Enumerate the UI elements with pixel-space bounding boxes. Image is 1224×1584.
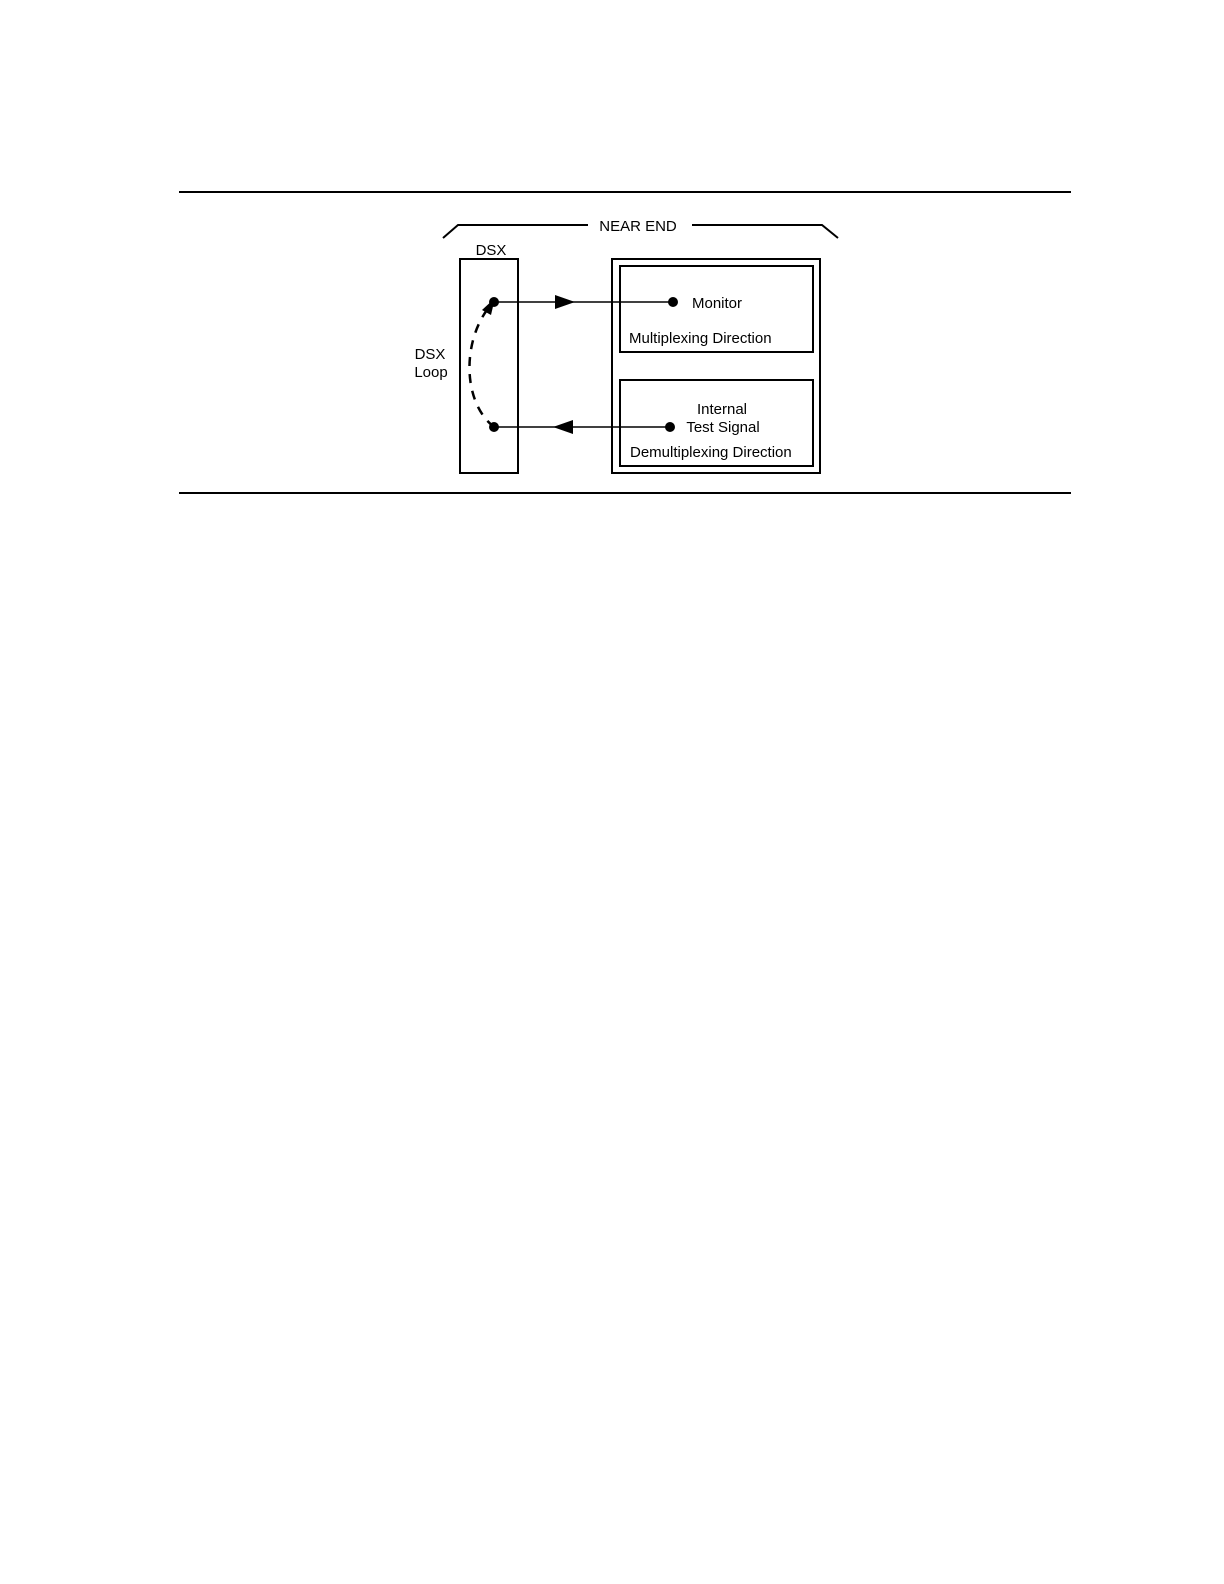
dsx-loop-dashed-arc (469, 306, 494, 427)
dsx-loop-label-line2: Loop (414, 364, 448, 381)
near-end-label: NEAR END (599, 218, 677, 235)
test-signal-arrowhead (553, 420, 573, 434)
dsx-loop-label-line1: DSX (414, 346, 446, 363)
dsx-box (460, 259, 518, 473)
internal-test-signal-line2: Test Signal (686, 419, 760, 436)
monitor-label: Monitor (692, 295, 743, 312)
internal-test-signal-line1: Internal (696, 401, 748, 418)
demultiplexing-direction-label: Demultiplexing Direction (630, 444, 792, 461)
equipment-outer-box (612, 259, 820, 473)
multiplexing-direction-label: Multiplexing Direction (629, 330, 772, 347)
monitor-arrowhead (555, 295, 575, 309)
dsx-label: DSX (475, 242, 507, 259)
